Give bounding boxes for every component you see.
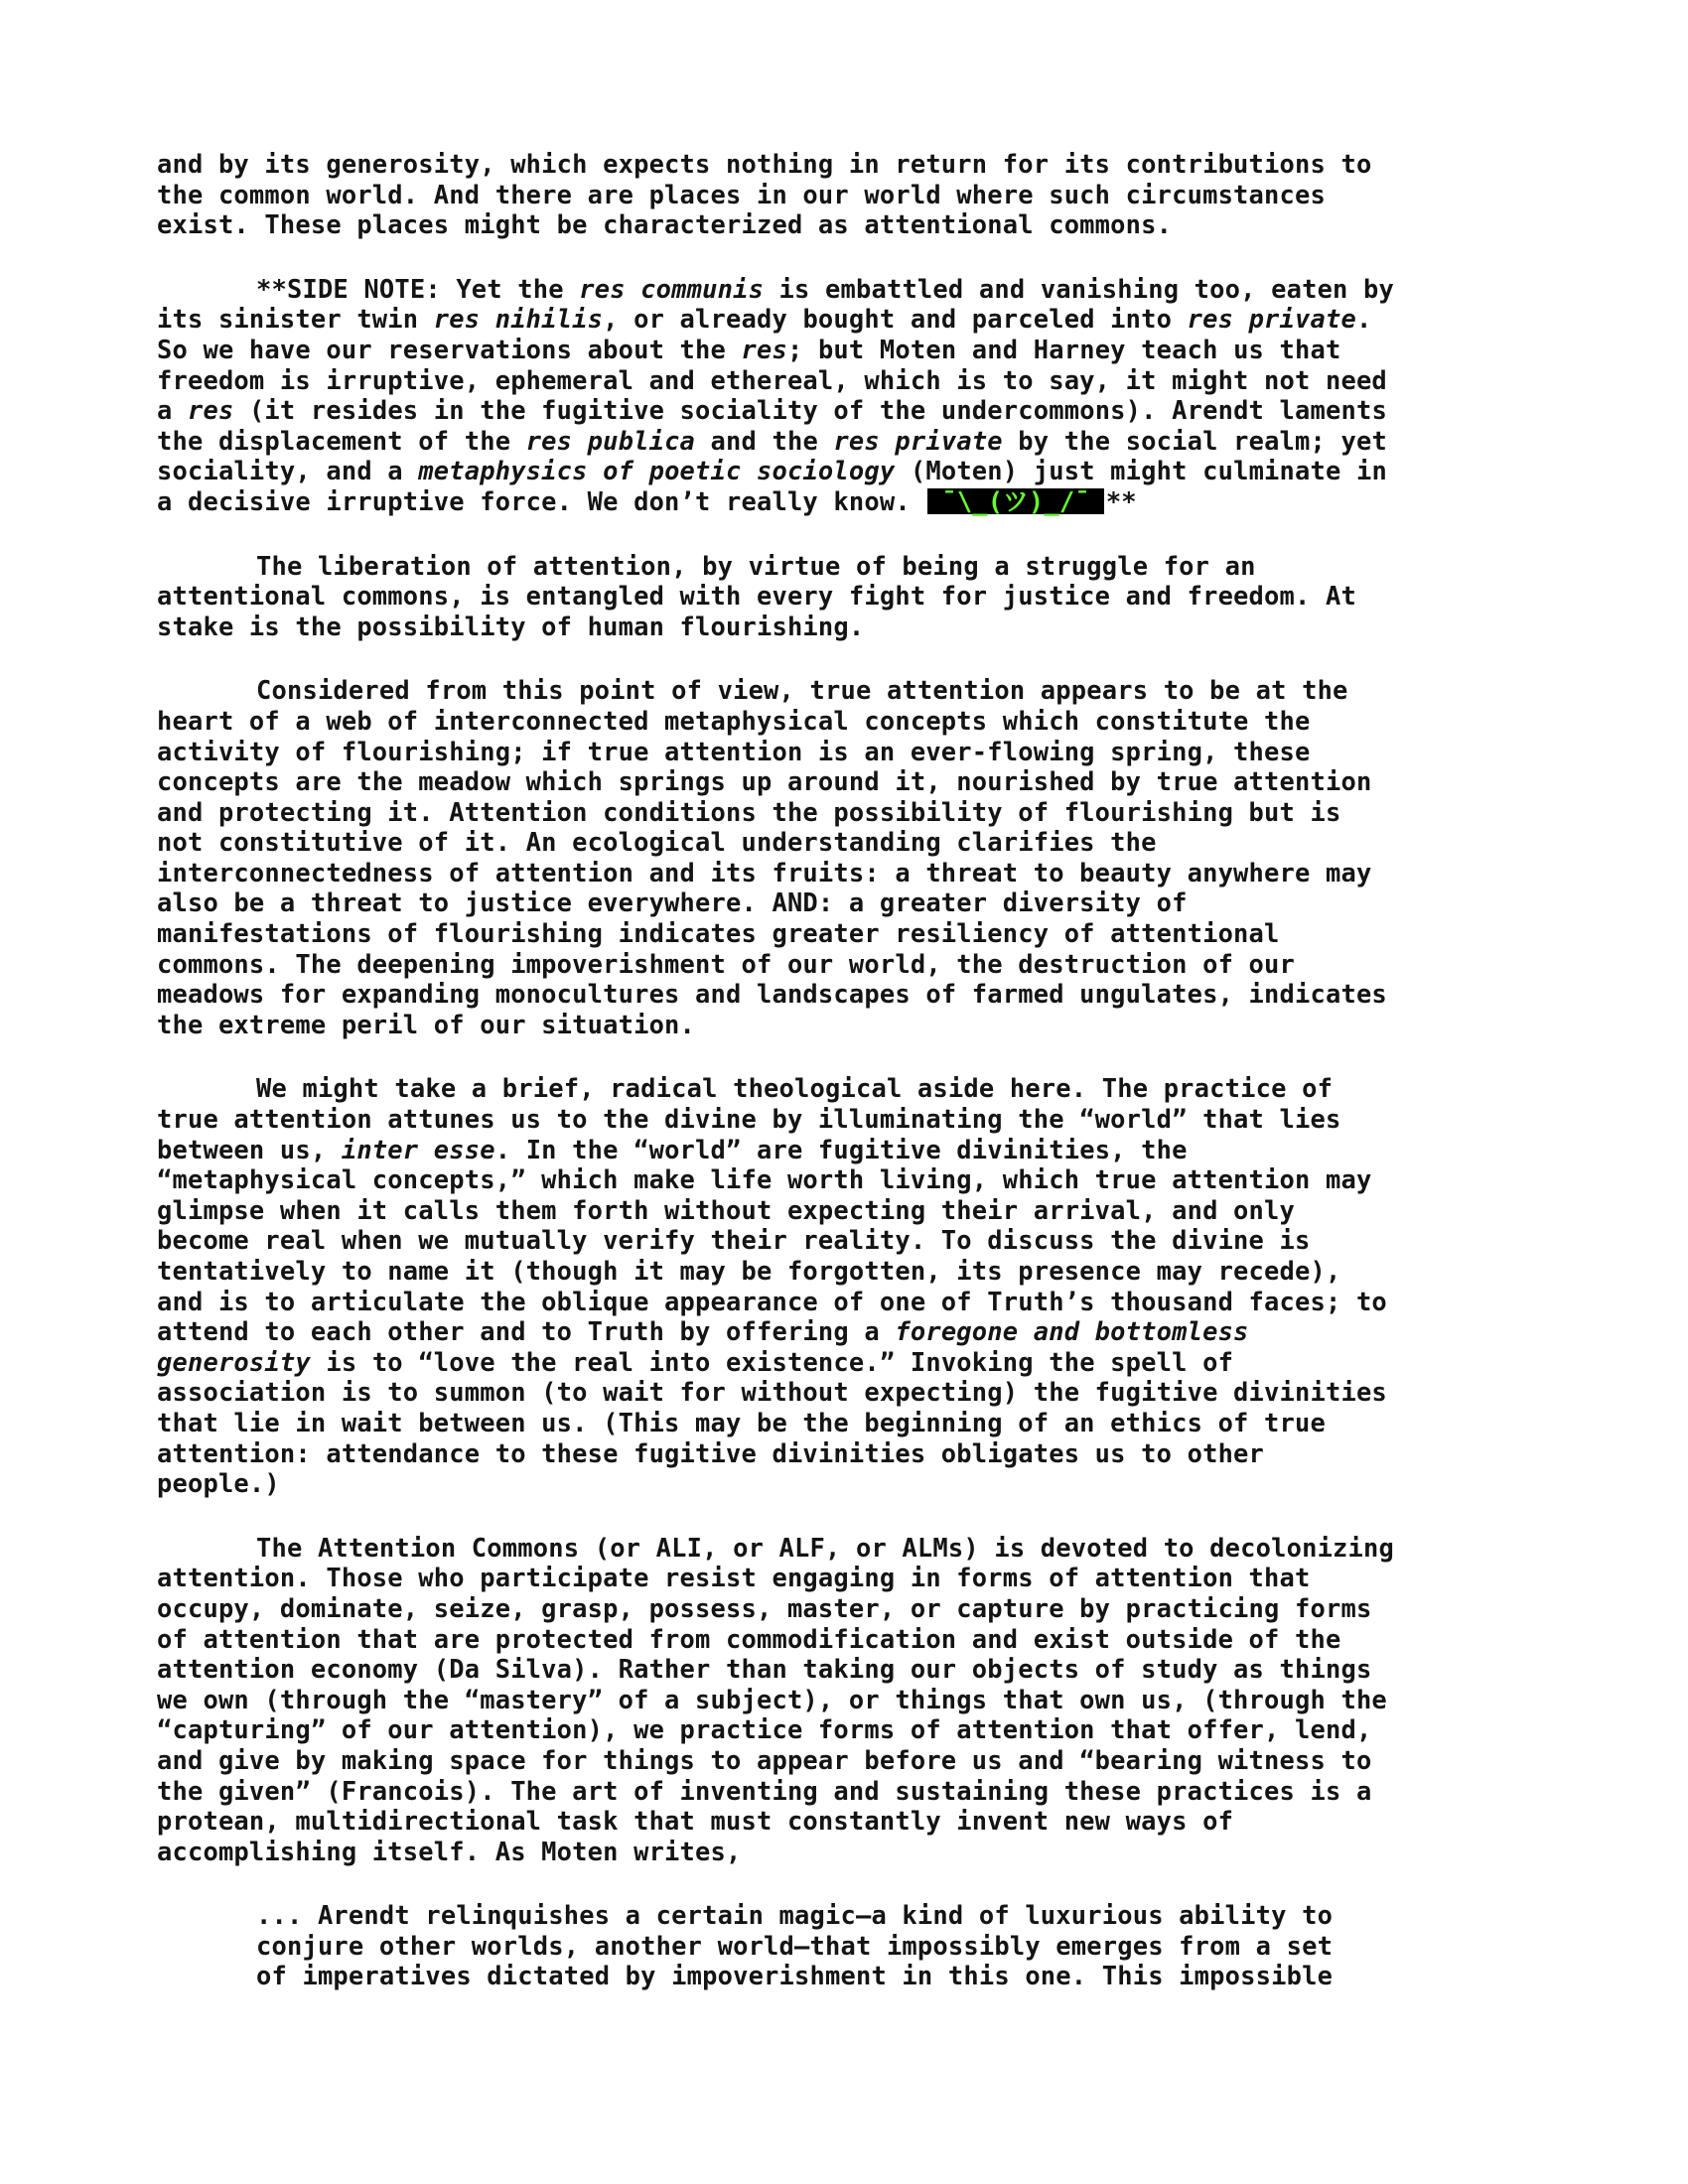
text-line: the common world. And there are places in our world where such circumstances [157, 179, 1326, 209]
text-line: tentatively to name it (though it may be forgotten, its presence may recede), [157, 1256, 1341, 1286]
paragraph-true-attention [157, 675, 1527, 1039]
text-line: So we have our reservations about the res; but Moten and Harney teach us that [157, 334, 1341, 364]
text-line: a decisive irruptive force. We don’t really know. ¯\_(ツ)_/¯ ** [157, 485, 1137, 516]
text-line: not constitutive of it. An ecological understanding clarifies the [157, 827, 1157, 858]
paragraph-theological-aside [157, 1073, 1527, 1498]
paragraph-liberation [157, 551, 1527, 642]
text-line: true attention attunes us to the divine by illuminating the “world” that lies [157, 1104, 1341, 1135]
text-line: ... Arendt relinquishes a certain magic—a kind of luxurious ability to [256, 1900, 1334, 1931]
text-line: of imperatives dictated by impoverishment in this one. This impossible [256, 1961, 1334, 1991]
block-quote-moten [256, 1900, 1527, 1991]
text-line: and is to articulate the oblique appearance of one of Truth’s thousand faces; to [157, 1286, 1387, 1316]
text-line: and by its generosity, which expects nothing in return for its contributions to [157, 149, 1372, 179]
text-line: become real when we mutually verify their reality. To discuss the divine is [157, 1225, 1311, 1256]
text-line: concepts are the meadow which springs up around it, nourished by true attention [157, 766, 1372, 797]
text-line: and protecting it. Attention conditions the possibility of flourishing but is [157, 796, 1341, 827]
text-line: attention economy (Da Silva). Rather than taking our objects of study as things [157, 1654, 1372, 1685]
text-line: attention. Those who participate resist engaging in forms of attention that [157, 1563, 1311, 1593]
text-line: “metaphysical concepts,” which make life worth living, which true attention may [157, 1164, 1372, 1195]
text-line: a res (it resides in the fugitive sociality of the undercommons). Arendt laments [157, 395, 1387, 426]
text-line: the given” (Francois). The art of inventing and sustaining these practices is a [157, 1775, 1372, 1806]
text-line: attend to each other and to Truth by offering a foregone and bottomless [157, 1316, 1249, 1347]
text-line: we own (through the “mastery” of a subject), or things that own us, (through the [157, 1684, 1387, 1714]
text-line: commons. The deepening impoverishment of our world, the destruction of our [157, 948, 1295, 979]
text-line: We might take a brief, radical theological aside here. The practice of [256, 1073, 1334, 1104]
text-line: generosity is to “love the real into existence.” Invoking the spell of [157, 1346, 1234, 1377]
text-line: conjure other worlds, another world—that impossibly emerges from a set [256, 1930, 1334, 1961]
text-line: **SIDE NOTE: Yet the res communis is embattled and vanishing too, eaten by [256, 273, 1395, 304]
text-line: people.) [157, 1468, 280, 1499]
text-line: stake is the possibility of human flourishing. [157, 611, 865, 641]
text-line: sociality, and a metaphysics of poetic sociology (Moten) just might culminate in [157, 456, 1387, 486]
text-line: that lie in wait between us. (This may be the beginning of an ethics of true [157, 1407, 1326, 1437]
text-line: The Attention Commons (or ALI, or ALF, or ALMs) is devoted to decolonizing [256, 1532, 1394, 1563]
text-line: and give by making space for things to appear before us and “bearing witness to [157, 1744, 1372, 1775]
text-line: interconnectedness of attention and its fruits: a threat to beauty anywhere may [157, 857, 1372, 887]
text-line: heart of a web of interconnected metaphysical concepts which constitute the [157, 705, 1311, 736]
text-line: “capturing” of our attention), we practice forms of attention that offer, lend, [157, 1714, 1372, 1745]
text-line: association is to summon (to wait for without expecting) the fugitive divinities [157, 1377, 1387, 1408]
text-line: occupy, dominate, seize, grasp, possess, master, or capture by practicing forms [157, 1592, 1372, 1623]
text-line: activity of flourishing; if true attention is an ever-flowing spring, these [157, 736, 1311, 766]
text-line: meadows for expanding monocultures and landscapes of farmed ungulates, indicates [157, 979, 1387, 1010]
text-line: attentional commons, is entangled with every fight for justice and freedom. At [157, 581, 1356, 612]
paragraph-generosity [157, 149, 1527, 240]
text-line: of attention that are protected from commodification and exist outside of the [157, 1623, 1341, 1654]
text-line: the extreme peril of our situation. [157, 1009, 696, 1039]
text-line: glimpse when it calls them forth without expecting their arrival, and only [157, 1194, 1295, 1225]
text-line: attention: attendance to these fugitive divinities obligates us to other [157, 1437, 1265, 1468]
paragraph-side-note [157, 274, 1527, 517]
text-line: manifestations of flourishing indicates greater resiliency of attentional [157, 918, 1280, 949]
text-line: accomplishing itself. As Moten writes, [157, 1836, 742, 1866]
paragraph-attention-commons [157, 1533, 1527, 1867]
text-line: between us, inter esse. In the “world” are fugitive divinities, the [157, 1134, 1188, 1164]
shrug-emoticon: ¯\_(ツ)_/¯ [927, 488, 1103, 514]
text-line: freedom is irruptive, ephemeral and ethereal, which is to say, it might not need [157, 364, 1387, 395]
text-line: protean, multidirectional task that must constantly invent new ways of [157, 1806, 1234, 1837]
text-line: also be a threat to justice everywhere. AND: a greater diversity of [157, 887, 1188, 918]
text-line: the displacement of the res publica and the res private by the social realm; yet [157, 425, 1387, 456]
text-line: Considered from this point of view, true attention appears to be at the [256, 675, 1348, 706]
text-line: exist. These places might be characterized as attentional commons. [157, 209, 1173, 240]
text-line: The liberation of attention, by virtue of being a struggle for an [256, 550, 1256, 581]
text-line: its sinister twin res nihilis, or already bought and parceled into res private. [157, 304, 1372, 335]
document-page [157, 149, 1527, 1991]
